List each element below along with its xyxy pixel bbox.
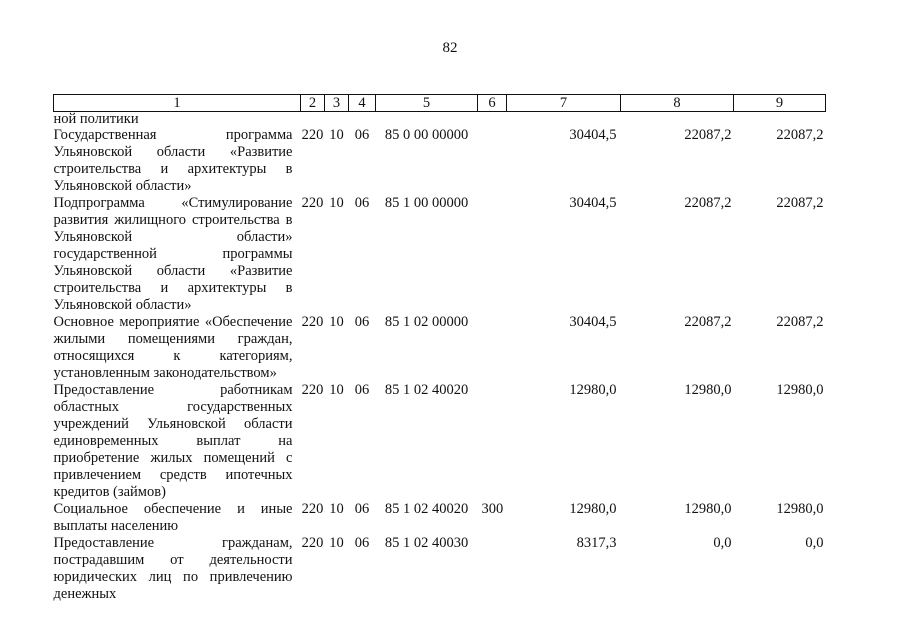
cell-code-5: 85 1 02 40020 bbox=[384, 382, 469, 398]
table-row bbox=[54, 112, 826, 128]
cell-code-2 bbox=[301, 112, 325, 128]
cell-code-3: 10 bbox=[329, 127, 344, 143]
row-description: Государственная программа Ульяновской области «Развитие строительства и архитектуры в Ульяновской области» bbox=[53, 127, 293, 194]
cell-code-4: 06 bbox=[354, 195, 370, 211]
cell-amount-7: 12980,0 bbox=[569, 382, 617, 398]
page-number: 82 bbox=[442, 40, 458, 56]
cell-code-5 bbox=[376, 112, 478, 128]
cell-code-3: 10 bbox=[329, 195, 344, 211]
table-row bbox=[54, 127, 826, 195]
cell-code-2: 220 bbox=[301, 195, 324, 211]
row-description: Социальное обеспечение и иные выплаты населению bbox=[53, 501, 293, 534]
row-description: Предоставление гражданам, пострадавшим от деятельности юридических лиц по привлечению денежных bbox=[53, 535, 293, 602]
cell-code-2: 220 bbox=[301, 501, 324, 517]
budget-table bbox=[53, 94, 826, 603]
cell-code-6: 300 bbox=[481, 501, 504, 517]
cell-amount-7 bbox=[507, 112, 621, 128]
column-header: 8 bbox=[621, 95, 734, 112]
cell-code-6 bbox=[478, 112, 507, 128]
cell-code-3: 10 bbox=[329, 535, 344, 551]
cell-code-2: 220 bbox=[301, 127, 324, 143]
cell-amount-8: 0,0 bbox=[713, 535, 732, 551]
row-description: ной политики bbox=[53, 111, 139, 127]
cell-code-6 bbox=[478, 195, 507, 314]
row-description: Подпрограмма «Стимулирование развития жилищного строительства в Ульяновской области» государственной программы Ульяновской области «Развитие строительства и архитектуры в Ульяновской области» bbox=[53, 195, 293, 313]
column-header: 6 bbox=[478, 95, 507, 112]
cell-code-4 bbox=[349, 112, 376, 128]
cell-amount-7: 30404,5 bbox=[569, 127, 617, 143]
cell-code-3 bbox=[325, 112, 349, 128]
cell-code-3: 10 bbox=[329, 501, 344, 517]
cell-amount-9: 12980,0 bbox=[776, 382, 824, 398]
cell-code-4: 06 bbox=[354, 501, 370, 517]
header-row bbox=[54, 95, 826, 112]
cell-code-3: 10 bbox=[329, 314, 344, 330]
cell-code-2: 220 bbox=[301, 535, 324, 551]
row-description: Предоставление работникам областных государственных учреждений Ульяновской области единовременных выплат на приобретение жилых помещений с привлечением средств ипотечных кредитов (займов) bbox=[53, 382, 293, 500]
column-header: 4 bbox=[349, 95, 376, 112]
cell-amount-7: 30404,5 bbox=[569, 314, 617, 330]
table-row bbox=[54, 535, 826, 603]
cell-amount-8: 22087,2 bbox=[684, 195, 732, 211]
cell-code-3: 10 bbox=[329, 382, 344, 398]
cell-amount-8: 22087,2 bbox=[684, 314, 732, 330]
column-header: 5 bbox=[376, 95, 478, 112]
table-row bbox=[54, 195, 826, 314]
cell-amount-9: 22087,2 bbox=[776, 127, 824, 143]
column-header: 9 bbox=[734, 95, 826, 112]
cell-amount-8 bbox=[621, 112, 734, 128]
cell-amount-9: 22087,2 bbox=[776, 195, 824, 211]
cell-code-4: 06 bbox=[354, 535, 370, 551]
cell-amount-9: 22087,2 bbox=[776, 314, 824, 330]
table-row bbox=[54, 501, 826, 535]
cell-amount-9 bbox=[734, 112, 826, 128]
cell-code-2: 220 bbox=[301, 382, 324, 398]
cell-amount-8: 12980,0 bbox=[684, 501, 732, 517]
cell-amount-9: 12980,0 bbox=[776, 501, 824, 517]
cell-code-6 bbox=[478, 535, 507, 603]
table-row bbox=[54, 314, 826, 382]
cell-code-4: 06 bbox=[354, 382, 370, 398]
cell-code-5: 85 1 02 40020 bbox=[384, 501, 469, 517]
cell-amount-7: 30404,5 bbox=[569, 195, 617, 211]
cell-amount-7: 12980,0 bbox=[569, 501, 617, 517]
cell-code-4: 06 bbox=[354, 314, 370, 330]
cell-code-5: 85 1 00 00000 bbox=[384, 195, 469, 211]
cell-code-6 bbox=[478, 314, 507, 382]
column-header: 7 bbox=[507, 95, 621, 112]
table-row bbox=[54, 382, 826, 501]
cell-amount-8: 22087,2 bbox=[684, 127, 732, 143]
cell-code-5: 85 1 02 40030 bbox=[384, 535, 469, 551]
cell-amount-8: 12980,0 bbox=[684, 382, 732, 398]
cell-code-4: 06 bbox=[354, 127, 370, 143]
row-description: Основное мероприятие «Обеспечение жилыми помещениями граждан, относящихся к категориям, установленным законодательством» bbox=[53, 314, 293, 381]
cell-code-2: 220 bbox=[301, 314, 324, 330]
cell-code-6 bbox=[478, 127, 507, 195]
cell-amount-7: 8317,3 bbox=[576, 535, 617, 551]
column-header: 2 bbox=[301, 95, 325, 112]
cell-code-5: 85 1 02 00000 bbox=[384, 314, 469, 330]
cell-amount-9: 0,0 bbox=[805, 535, 824, 551]
column-header: 1 bbox=[54, 95, 301, 112]
cell-code-6 bbox=[478, 382, 507, 501]
column-header: 3 bbox=[325, 95, 349, 112]
cell-code-5: 85 0 00 00000 bbox=[384, 127, 469, 143]
